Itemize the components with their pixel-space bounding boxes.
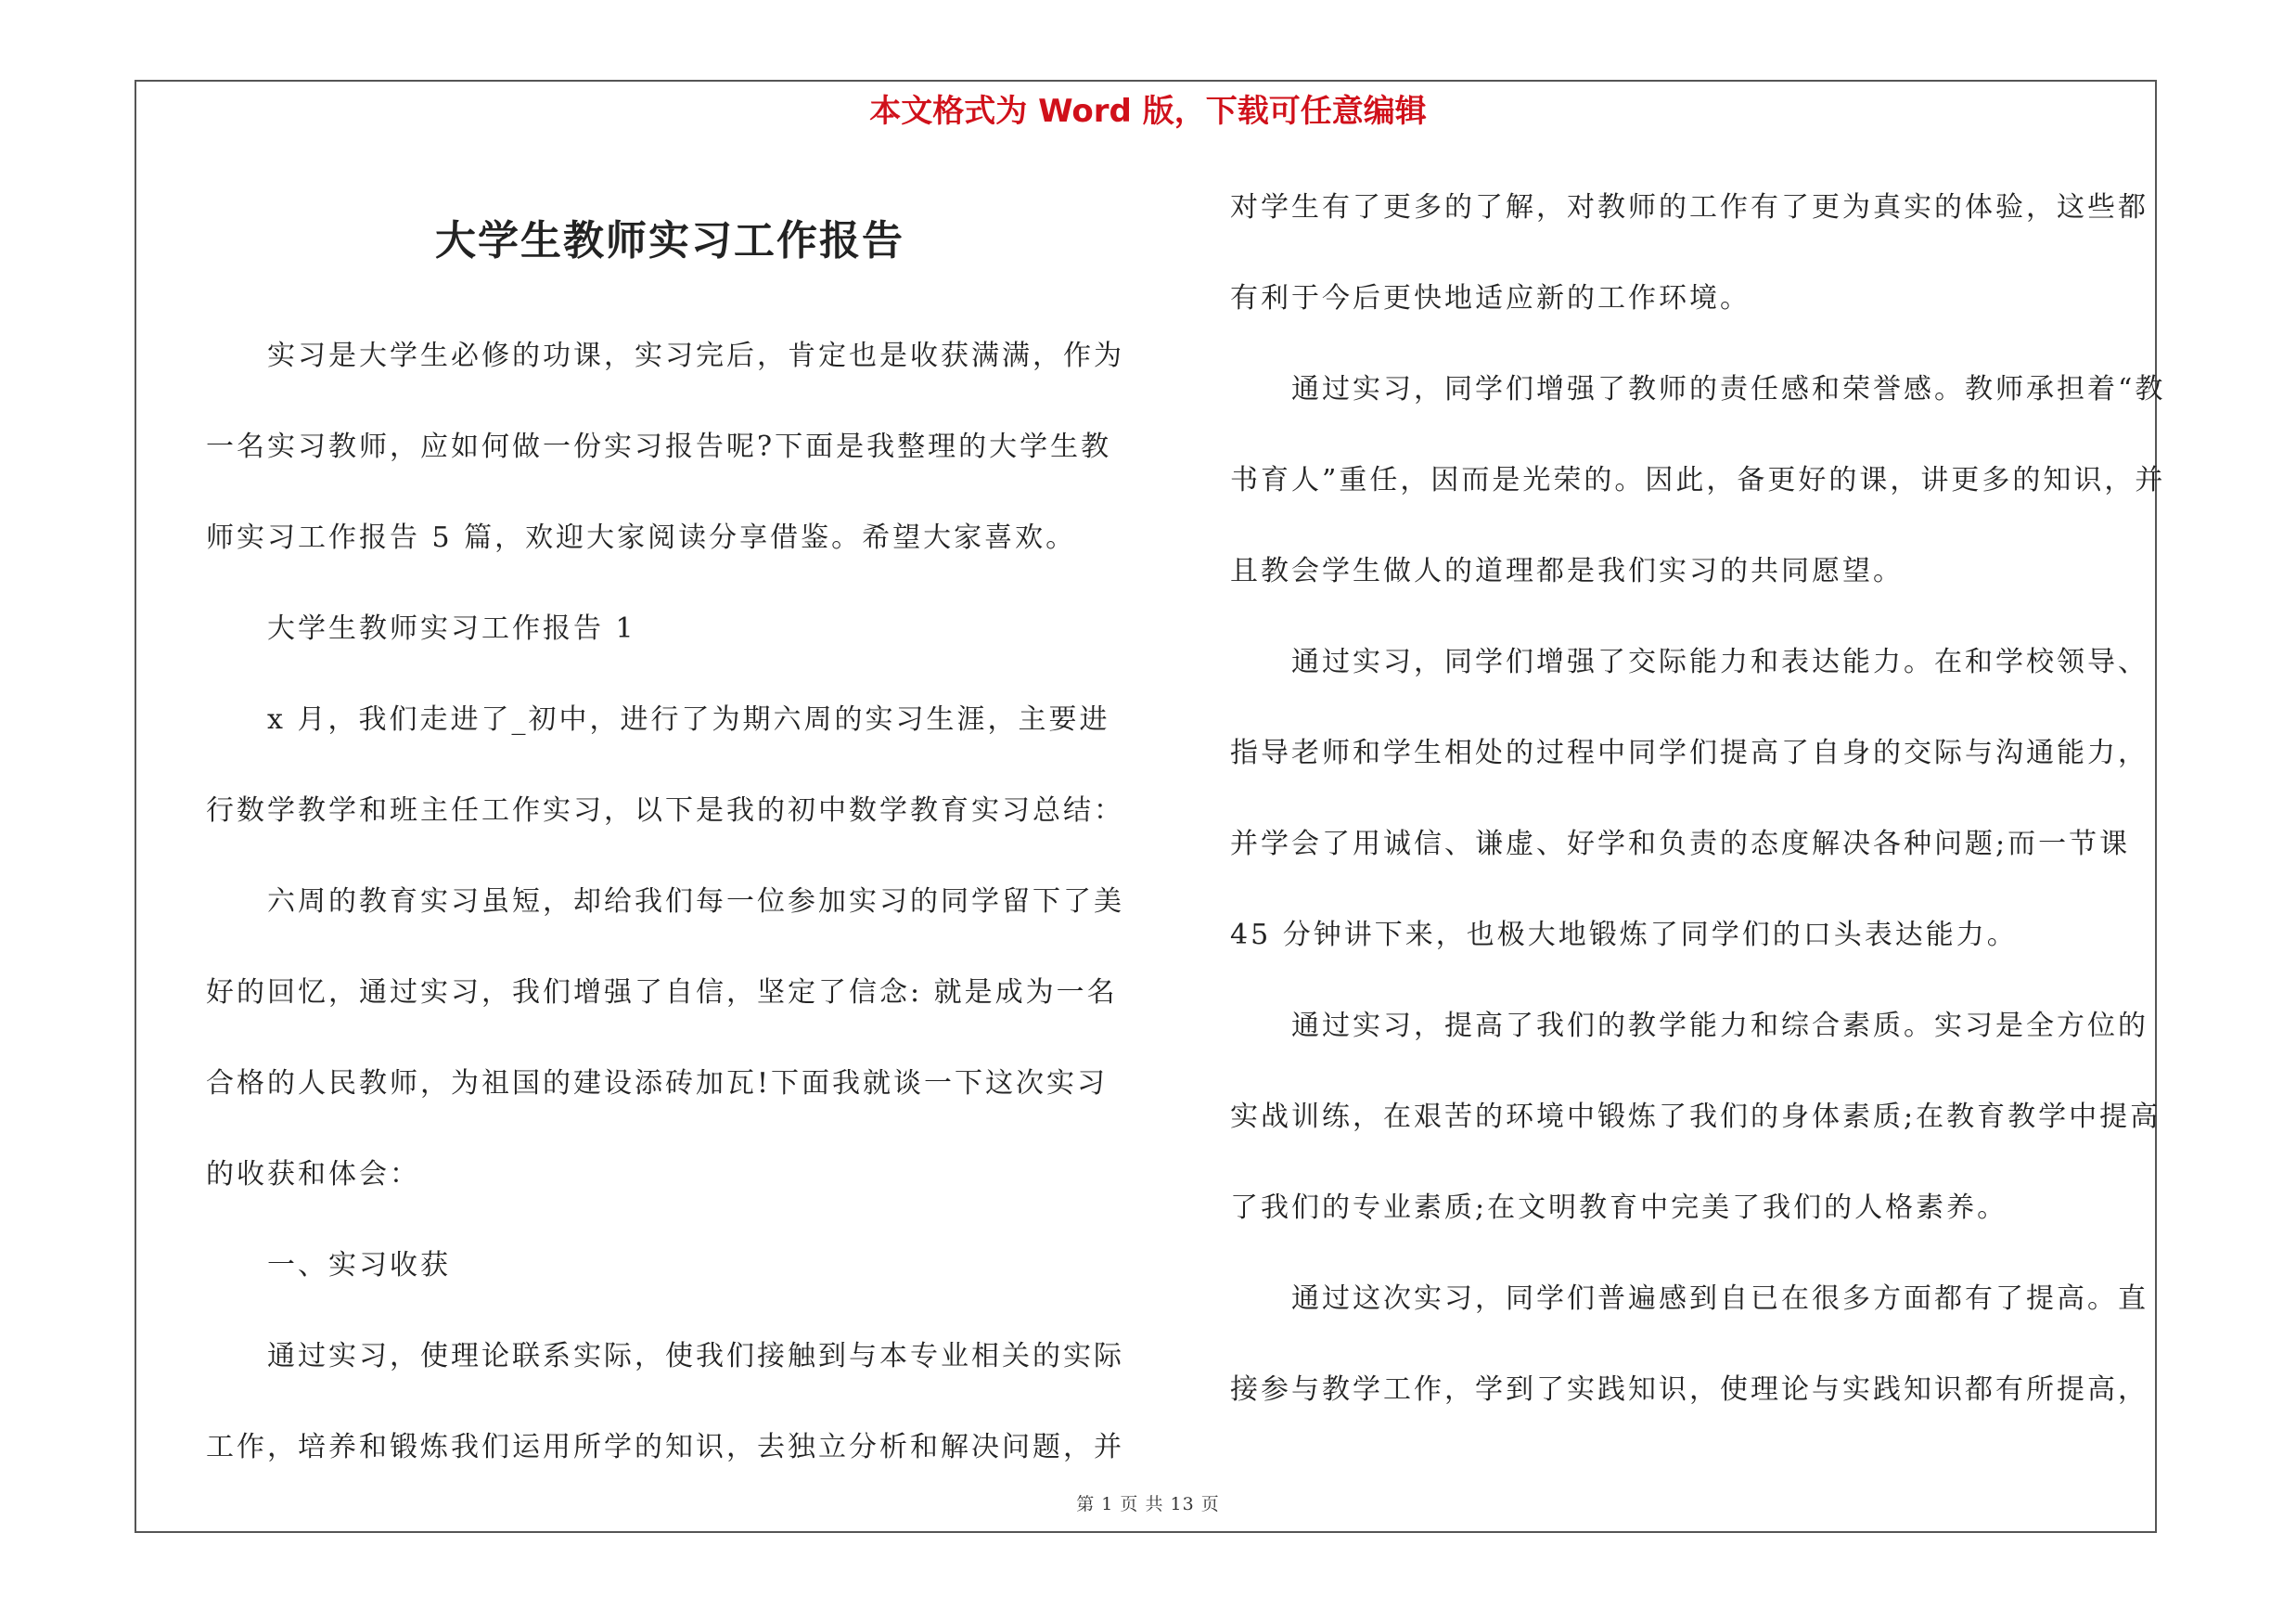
right-column — [1230, 162, 2167, 1436]
paragraph: 通过实习，提高了我们的教学能力和综合素质。实习是全方位的实战训练，在艰苦的环境中锻炼了我们的身体素质;在教育教学中提高了我们的专业素质;在文明教育中完美了我们的人格素养。 — [1230, 1010, 2161, 1224]
left-column — [206, 162, 1134, 1493]
paragraph: x 月，我们走进了_初中，进行了为期六周的实习生涯，主要进行数学教学和班主任工作实习，以下是我的初中数学教育实习总结： — [206, 703, 1124, 827]
page-number-footer: 第 1 页 共 13 页 — [1076, 1494, 1220, 1514]
section-heading: 大学生教师实习工作报告 1 — [267, 612, 636, 645]
paragraph: 实习是大学生必修的功课，实习完后，肯定也是收获满满，作为一名实习教师，应如何做一份实习报告呢?下面是我整理的大学生教师实习工作报告 5 篇，欢迎大家阅读分享借鉴。希望大家喜欢。 — [206, 340, 1124, 554]
paragraph: 六周的教育实习虽短，却给我们每一位参加实习的同学留下了美好的回忆，通过实习，我们增强了自信，坚定了信念: 就是成为一名合格的人民教师，为祖国的建设添砖加瓦!下面我就谈一下这次实习的收获和体会： — [206, 885, 1124, 1191]
document-title: 大学生教师实习工作报告 — [435, 217, 904, 264]
paragraph: 通过实习，使理论联系实际，使我们接触到与本专业相关的实际工作，培养和锻炼我们运用所学的知识，去独立分析和解决问题，并 — [206, 1340, 1124, 1463]
format-banner: 本文格式为 Word 版，下载可任意编辑 — [869, 93, 1427, 130]
paragraph: 通过实习，同学们增强了交际能力和表达能力。在和学校领导、指导老师和学生相处的过程中同学们提高了自身的交际与沟通能力，并学会了用诚信、谦虚、好学和负责的态度解决各种问题;而一节课 45 分钟讲下来，也极大地锻炼了同学们的口头表达能力。 — [1230, 646, 2148, 951]
section-heading: 一、实习收获 — [267, 1249, 451, 1282]
paragraph-continuation: 对学生有了更多的了解，对教师的工作有了更为真实的体验，这些都有利于今后更快地适应新的工作环境。 — [1230, 191, 2148, 315]
paragraph: 通过实习，同学们增强了教师的责任感和荣誉感。教师承担着“教书育人”重任，因而是光荣的。因此，备更好的课，讲更多的知识，并且教会学生做人的道理都是我们实习的共同愿望。 — [1230, 373, 2166, 587]
paragraph: 通过这次实习，同学们普遍感到自已在很多方面都有了提高。直接参与教学工作，学到了实践知识，使理论与实践知识都有所提高， — [1230, 1282, 2148, 1406]
